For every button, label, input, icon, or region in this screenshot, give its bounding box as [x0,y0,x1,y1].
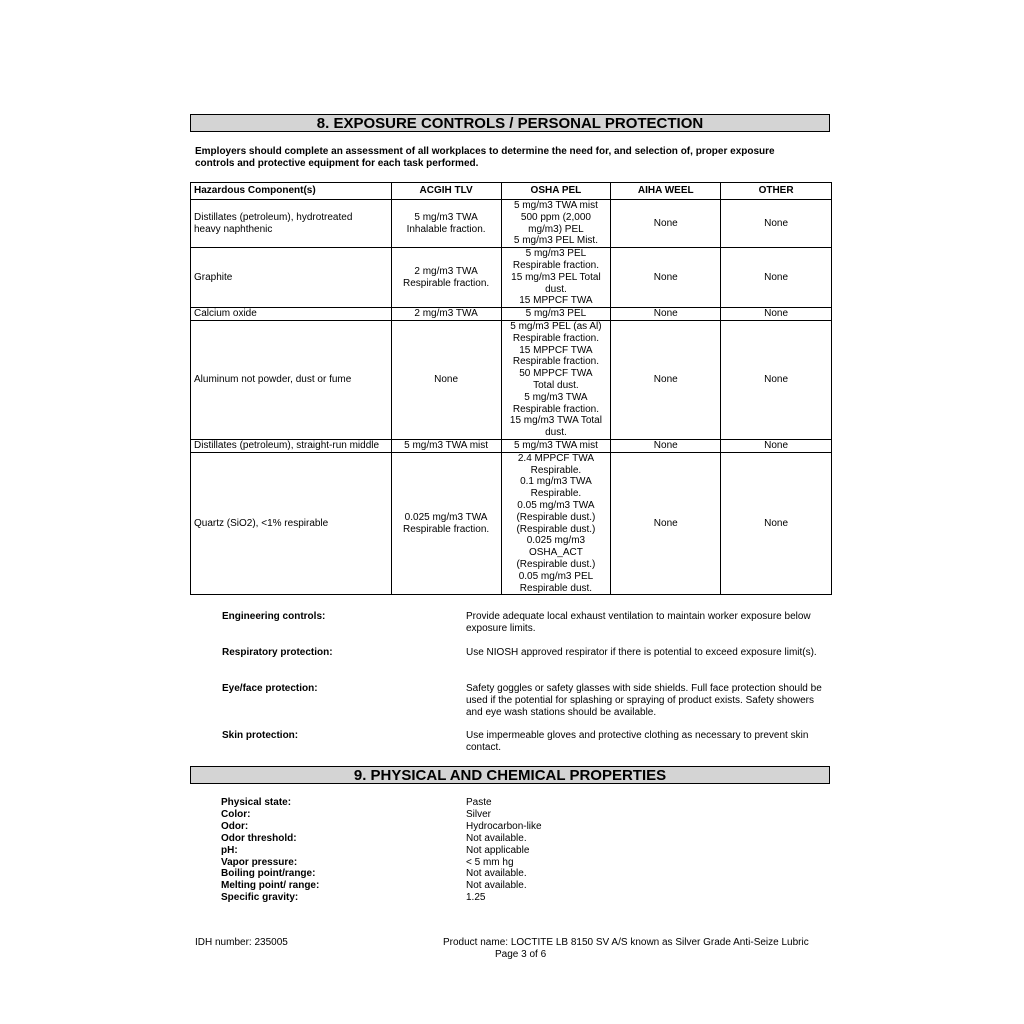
header-hazardous-component: Hazardous Component(s) [191,183,392,200]
skin-protection-value: Use impermeable gloves and protective clothing as necessary to prevent skin contact. [466,730,809,753]
cell-text: Aluminum not powder, dust or fume [194,374,352,386]
aiha-weel-cell [611,248,721,308]
cell-text: Respirable. [530,464,582,476]
cell-text: None [653,308,678,320]
cell-text: None [764,517,789,529]
cell-text: Respirable fraction. [512,356,599,368]
property-row [221,880,542,892]
cell-text: 0.05 mg/m3 PEL [518,570,594,582]
cell-text: 0.025 mg/m3 TWA [404,511,488,523]
acgih-tlv-cell [391,308,501,321]
property-label: Vapor pressure: [221,856,298,868]
other-cell [721,308,832,321]
cell-text: 50 MPPCF TWA [519,368,593,380]
cell-text: None [653,517,678,529]
physical-properties-list [221,797,542,904]
property-value: Not available. [466,880,527,892]
cell-text: None [653,271,678,283]
section-9-title: 9. PHYSICAL AND CHEMICAL PROPERTIES [190,766,830,784]
property-row [221,833,542,845]
other-cell [721,452,832,595]
page-number: Page 3 of 6 [495,949,547,960]
cell-text: heavy naphthenic [194,223,273,235]
cell-text: (Respirable dust.) [516,523,596,535]
cell-text: 2 mg/m3 TWA [414,308,478,320]
cell-text: (Respirable dust.) [516,511,596,523]
header-aiha-weel: AIHA WEEL [611,183,721,200]
table-row [191,248,832,308]
osha-pel-cell [501,452,611,595]
cell-text: 5 mg/m3 PEL (as Al) [510,320,602,332]
property-label: Color: [221,808,251,820]
property-row [221,857,542,869]
acgih-tlv-cell [391,439,501,452]
cell-text: 15 MPPCF TWA [519,344,593,356]
component-cell [191,439,392,452]
aiha-weel-cell [611,439,721,452]
cell-text: None [653,439,678,451]
component-cell [191,452,392,595]
property-label: pH: [221,844,238,856]
exposure-limits-table [190,182,832,595]
cell-text: None [653,374,678,386]
property-label: Melting point/ range: [221,880,320,892]
aiha-weel-cell [611,200,721,248]
aiha-weel-cell [611,320,721,439]
property-value: Hydrocarbon-like [466,820,542,832]
cell-text: 0.05 mg/m3 TWA [517,499,595,511]
cell-text: Respirable. [530,488,582,500]
cell-text: 500 ppm (2,000 [520,211,591,223]
property-value: Not available. [466,868,527,880]
property-row [221,845,542,857]
cell-text: Graphite [194,271,233,283]
property-value: 1.25 [466,892,486,904]
section-8-intro: Employers should complete an assessment of all workplaces to determine the need for, and selection of, proper exposure controls and protective equipment for each task performed. [195,146,775,169]
acgih-tlv-cell [391,320,501,439]
cell-text: Respirable fraction. [403,523,490,535]
cell-text: Respirable fraction. [512,403,599,415]
cell-text: 5 mg/m3 TWA mist [513,439,598,451]
cell-text: 5 mg/m3 TWA [414,211,478,223]
cell-text: 5 mg/m3 TWA mist [513,200,598,211]
section-8-title: 8. EXPOSURE CONTROLS / PERSONAL PROTECTION [190,114,830,132]
property-label: Specific gravity: [221,892,299,904]
respiratory-protection-label: Respiratory protection: [222,647,333,658]
engineering-controls-label: Engineering controls: [222,611,326,622]
respiratory-protection-value: Use NIOSH approved respirator if there is potential to exceed exposure limit(s). [466,647,817,658]
cell-text: OSHA_ACT [528,547,583,559]
property-label: Odor: [221,820,249,832]
cell-text: Total dust. [533,379,579,391]
other-cell [721,200,832,248]
property-row [221,892,542,904]
osha-pel-cell [501,320,611,439]
table-row [191,320,832,439]
cell-text: Quartz (SiO2), <1% respirable [194,517,329,529]
cell-text: None [764,439,789,451]
header-acgih-tlv: ACGIH TLV [391,183,501,200]
property-row [221,809,542,821]
table-row [191,439,832,452]
cell-text: 15 mg/m3 TWA Total [509,415,602,427]
acgih-tlv-cell [391,452,501,595]
osha-pel-cell [501,248,611,308]
skin-protection-label: Skin protection: [222,730,299,741]
property-value: Silver [466,808,492,820]
cell-text: None [764,271,789,283]
cell-text: Distillates (petroleum), straight-run middle [194,439,380,451]
cell-text: (Respirable dust.) [516,558,596,570]
osha-pel-cell [501,439,611,452]
cell-text: Calcium oxide [194,308,257,320]
property-value: Not available. [466,832,527,844]
cell-text: None [764,217,789,229]
property-value: Paste [466,797,492,808]
component-cell [191,200,392,248]
property-row [221,821,542,833]
component-cell [191,320,392,439]
cell-text: 15 mg/m3 PEL Total [511,271,601,283]
cell-text: 5 mg/m3 PEL Mist. [513,235,598,247]
product-name: Product name: LOCTITE LB 8150 SV A/S known as Silver Grade Anti-Seize Lubric [443,937,809,948]
osha-pel-cell [501,308,611,321]
table-row [191,200,832,248]
property-label: Boiling point/range: [221,868,316,880]
idh-number: IDH number: 235005 [195,937,288,948]
cell-text: 0.025 mg/m3 [526,535,586,547]
header-osha-pel: OSHA PEL [501,183,611,200]
cell-text: Distillates (petroleum), hydrotreated [194,211,353,223]
component-cell [191,308,392,321]
cell-text: 15 MPPCF TWA [519,295,593,307]
property-row [221,797,542,809]
property-value: < 5 mm hg [466,856,514,868]
other-cell [721,248,832,308]
cell-text: mg/m3) PEL [528,223,584,235]
cell-text: 5 mg/m3 TWA mist [404,439,489,451]
engineering-controls-value: Provide adequate local exhaust ventilation to maintain worker exposure below exposure limits. [466,611,811,634]
osha-pel-cell [501,200,611,248]
property-value: Not applicable [466,844,530,856]
cell-text: None [653,217,678,229]
acgih-tlv-cell [391,248,501,308]
table-header-row [191,183,832,200]
aiha-weel-cell [611,308,721,321]
cell-text: 5 mg/m3 PEL [525,308,587,320]
cell-text: Inhalable fraction. [406,223,486,235]
cell-text: Respirable fraction. [403,277,490,289]
cell-text: dust. [545,283,567,295]
property-label: Odor threshold: [221,832,297,844]
cell-text: 2.4 MPPCF TWA [517,452,594,464]
property-label: Physical state: [221,797,292,808]
other-cell [721,320,832,439]
table-row [191,308,832,321]
cell-text: None [434,374,459,386]
table-row [191,452,832,595]
cell-text: 2 mg/m3 TWA [414,265,478,277]
cell-text: Respirable fraction. [512,259,599,271]
cell-text: None [764,308,789,320]
acgih-tlv-cell [391,200,501,248]
cell-text: Respirable fraction. [512,332,599,344]
property-row [221,868,542,880]
aiha-weel-cell [611,452,721,595]
cell-text: None [764,374,789,386]
cell-text: 0.1 mg/m3 TWA [520,476,592,488]
component-cell [191,248,392,308]
eye-face-protection-label: Eye/face protection: [222,683,318,694]
other-cell [721,439,832,452]
cell-text: 5 mg/m3 PEL [525,248,587,260]
cell-text: 5 mg/m3 TWA [524,391,588,403]
cell-text: Respirable dust. [519,582,593,594]
cell-text: dust. [545,427,567,439]
header-other: OTHER [721,183,832,200]
eye-face-protection-value: Safety goggles or safety glasses with side shields. Full face protection should be used if the potential for splashing or spraying of product exists. Safety showers and eye wash stations should be available. [466,683,822,718]
